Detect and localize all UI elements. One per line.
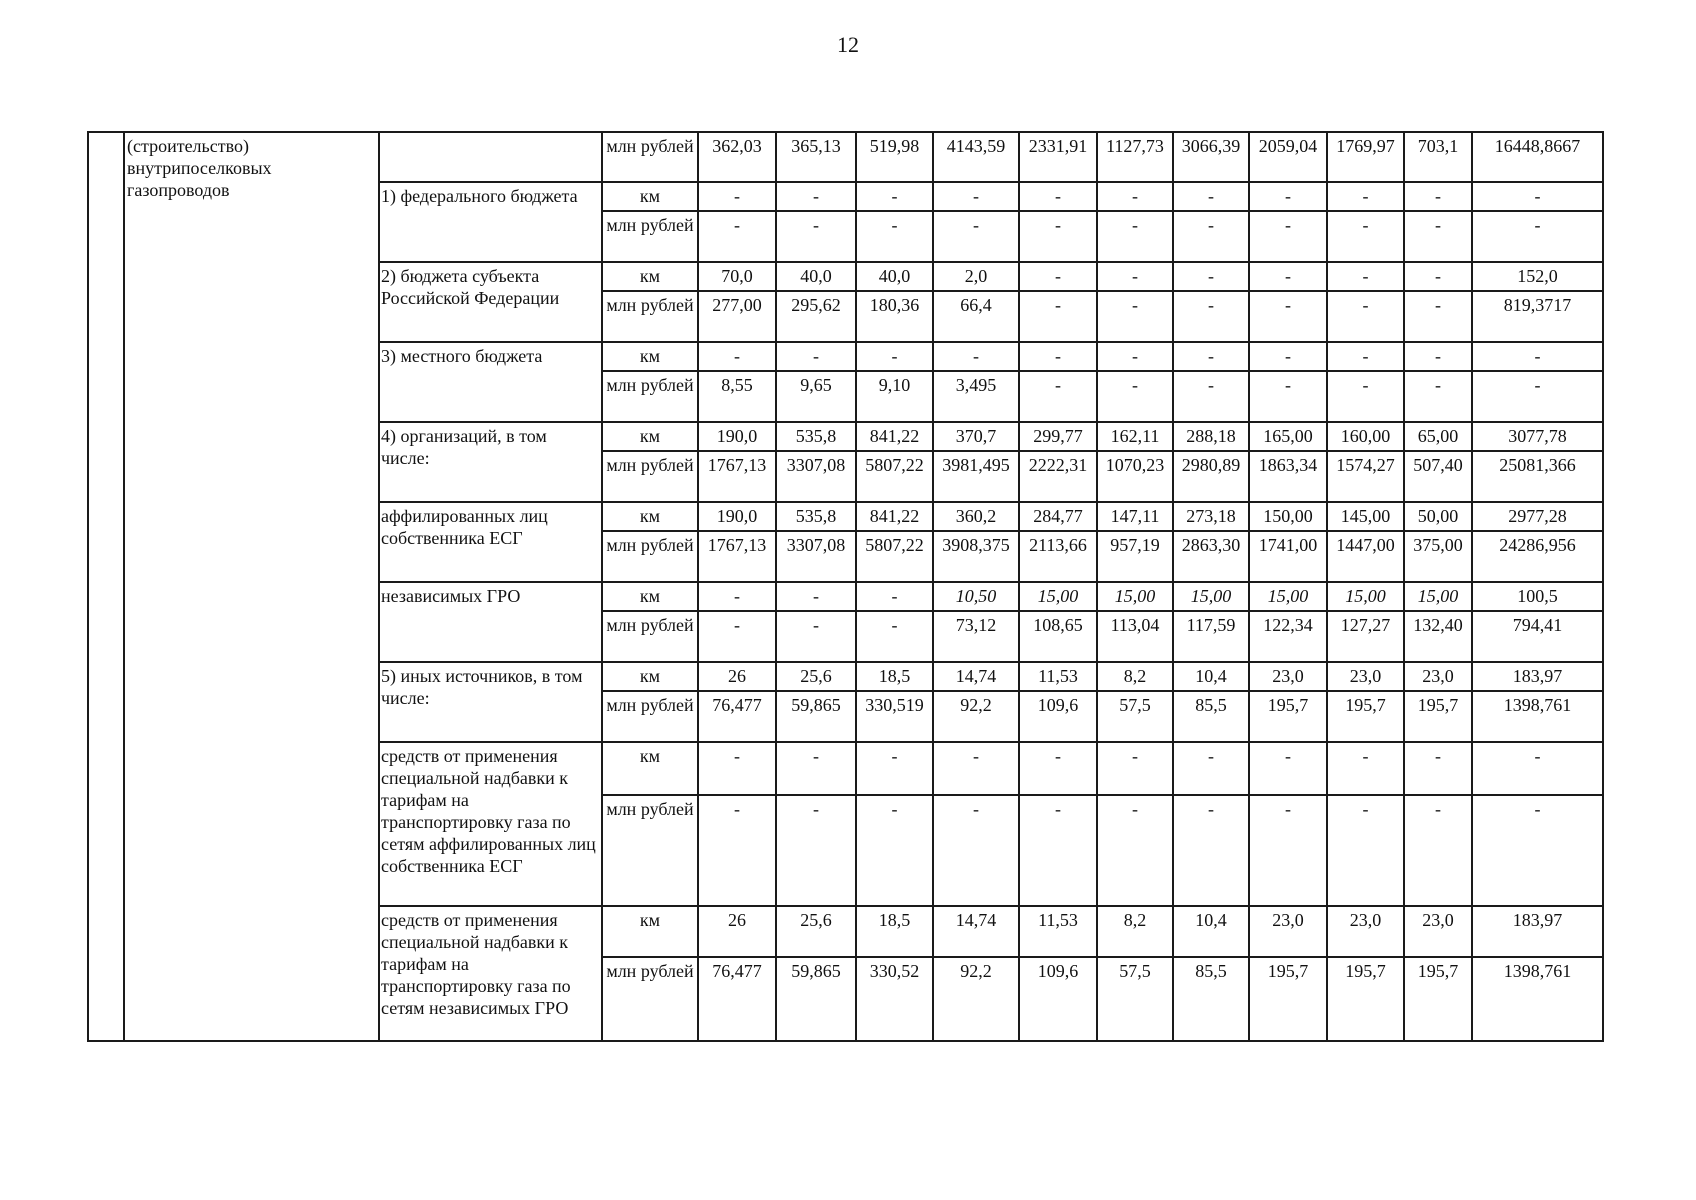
value-cell: 15,00 — [1173, 582, 1249, 611]
value-cell: - — [1019, 371, 1097, 422]
value-cell: - — [1019, 182, 1097, 211]
value-cell: 50,00 — [1404, 502, 1472, 531]
value-cell: 66,4 — [933, 291, 1019, 342]
total-cell: - — [1472, 182, 1603, 211]
value-cell: 73,12 — [933, 611, 1019, 662]
source-cell: 4) организаций, в том числе: — [379, 422, 602, 502]
unit-cell: млн рублей — [602, 957, 698, 1041]
value-cell: 284,77 — [1019, 502, 1097, 531]
value-cell: 65,00 — [1404, 422, 1472, 451]
value-cell: 26 — [698, 906, 776, 957]
value-cell: 127,27 — [1327, 611, 1404, 662]
value-cell: - — [1404, 182, 1472, 211]
value-cell: 2331,91 — [1019, 132, 1097, 182]
value-cell: - — [856, 342, 933, 371]
value-cell: - — [856, 182, 933, 211]
value-cell: - — [1327, 291, 1404, 342]
value-cell: 3066,39 — [1173, 132, 1249, 182]
total-cell: 3077,78 — [1472, 422, 1603, 451]
value-cell: - — [1404, 211, 1472, 262]
value-cell: 23,0 — [1404, 906, 1472, 957]
row-number-cell — [88, 132, 124, 1041]
value-cell: 117,59 — [1173, 611, 1249, 662]
value-cell: - — [856, 582, 933, 611]
value-cell: 23,0 — [1404, 662, 1472, 691]
value-cell: 10,4 — [1173, 662, 1249, 691]
value-cell: 76,477 — [698, 691, 776, 742]
value-cell: 160,00 — [1327, 422, 1404, 451]
value-cell: 5807,22 — [856, 531, 933, 582]
value-cell: 109,6 — [1019, 957, 1097, 1041]
value-cell: - — [856, 742, 933, 795]
value-cell: 9,65 — [776, 371, 856, 422]
value-cell: - — [933, 182, 1019, 211]
value-cell: - — [1404, 291, 1472, 342]
value-cell: 195,7 — [1327, 957, 1404, 1041]
value-cell: 132,40 — [1404, 611, 1472, 662]
total-cell: - — [1472, 342, 1603, 371]
unit-cell: км — [602, 582, 698, 611]
value-cell: - — [776, 182, 856, 211]
value-cell: 40,0 — [776, 262, 856, 291]
value-cell: - — [1019, 211, 1097, 262]
value-cell: - — [1249, 795, 1327, 906]
total-cell: - — [1472, 795, 1603, 906]
source-cell: 2) бюджета субъекта Российской Федерации — [379, 262, 602, 342]
value-cell: - — [856, 211, 933, 262]
value-cell: 1769,97 — [1327, 132, 1404, 182]
total-cell: 2977,28 — [1472, 502, 1603, 531]
value-cell: 23,0 — [1327, 662, 1404, 691]
value-cell: 162,11 — [1097, 422, 1173, 451]
value-cell: 1863,34 — [1249, 451, 1327, 502]
value-cell: 11,53 — [1019, 662, 1097, 691]
value-cell: - — [1327, 342, 1404, 371]
value-cell: - — [1097, 262, 1173, 291]
value-cell: 195,7 — [1249, 957, 1327, 1041]
value-cell: 15,00 — [1249, 582, 1327, 611]
value-cell: 273,18 — [1173, 502, 1249, 531]
value-cell: - — [776, 342, 856, 371]
value-cell: - — [1173, 795, 1249, 906]
value-cell: - — [1404, 262, 1472, 291]
value-cell: 113,04 — [1097, 611, 1173, 662]
unit-cell: млн рублей — [602, 691, 698, 742]
value-cell: 76,477 — [698, 957, 776, 1041]
value-cell: - — [1404, 742, 1472, 795]
value-cell: - — [1404, 371, 1472, 422]
value-cell: 14,74 — [933, 662, 1019, 691]
unit-cell: км — [602, 342, 698, 371]
source-cell: аффилированных лиц собственника ЕСГ — [379, 502, 602, 582]
value-cell: 507,40 — [1404, 451, 1472, 502]
value-cell: 375,00 — [1404, 531, 1472, 582]
value-cell: - — [933, 211, 1019, 262]
unit-cell: млн рублей — [602, 291, 698, 342]
value-cell: 15,00 — [1327, 582, 1404, 611]
value-cell: - — [1173, 371, 1249, 422]
value-cell: 3981,495 — [933, 451, 1019, 502]
value-cell: - — [1097, 291, 1173, 342]
value-cell: - — [1249, 342, 1327, 371]
value-cell: 360,2 — [933, 502, 1019, 531]
value-cell: 535,8 — [776, 422, 856, 451]
unit-cell: млн рублей — [602, 531, 698, 582]
value-cell: 330,52 — [856, 957, 933, 1041]
value-cell: 23,0 — [1249, 906, 1327, 957]
unit-cell: млн рублей — [602, 795, 698, 906]
value-cell: - — [1097, 742, 1173, 795]
value-cell: 370,7 — [933, 422, 1019, 451]
value-cell: 2113,66 — [1019, 531, 1097, 582]
unit-cell: млн рублей — [602, 611, 698, 662]
value-cell: - — [1173, 262, 1249, 291]
value-cell: 40,0 — [856, 262, 933, 291]
value-cell: - — [1173, 211, 1249, 262]
value-cell: - — [1173, 291, 1249, 342]
value-cell: 3307,08 — [776, 451, 856, 502]
value-cell: 2222,31 — [1019, 451, 1097, 502]
value-cell: - — [698, 182, 776, 211]
source-cell: 5) иных источников, в том числе: — [379, 662, 602, 742]
value-cell: 1741,00 — [1249, 531, 1327, 582]
value-cell: 1447,00 — [1327, 531, 1404, 582]
unit-cell: млн рублей — [602, 132, 698, 182]
value-cell: 70,0 — [698, 262, 776, 291]
value-cell: - — [776, 211, 856, 262]
value-cell: - — [856, 795, 933, 906]
total-cell: - — [1472, 211, 1603, 262]
unit-cell: млн рублей — [602, 451, 698, 502]
value-cell: 841,22 — [856, 422, 933, 451]
total-cell: 183,97 — [1472, 662, 1603, 691]
value-cell: 109,6 — [1019, 691, 1097, 742]
value-cell: 57,5 — [1097, 691, 1173, 742]
total-cell: 16448,8667 — [1472, 132, 1603, 182]
source-cell: средств от применения специальной надбавки к тарифам на транспортировку газа по сетям аффилированных лиц собственника ЕСГ — [379, 742, 602, 906]
value-cell: - — [1327, 795, 1404, 906]
unit-cell: км — [602, 502, 698, 531]
value-cell: - — [1249, 742, 1327, 795]
total-cell: 25081,366 — [1472, 451, 1603, 502]
value-cell: 92,2 — [933, 691, 1019, 742]
value-cell: 365,13 — [776, 132, 856, 182]
value-cell: 1767,13 — [698, 531, 776, 582]
value-cell: 15,00 — [1404, 582, 1472, 611]
value-cell: - — [1249, 371, 1327, 422]
value-cell: 150,00 — [1249, 502, 1327, 531]
value-cell: 85,5 — [1173, 957, 1249, 1041]
value-cell: 703,1 — [1404, 132, 1472, 182]
value-cell: - — [1173, 182, 1249, 211]
value-cell: 190,0 — [698, 422, 776, 451]
value-cell: - — [1249, 262, 1327, 291]
value-cell: 195,7 — [1404, 957, 1472, 1041]
unit-cell: млн рублей — [602, 211, 698, 262]
value-cell: 2863,30 — [1173, 531, 1249, 582]
value-cell: 14,74 — [933, 906, 1019, 957]
unit-cell: км — [602, 662, 698, 691]
value-cell: - — [1097, 211, 1173, 262]
value-cell: - — [1249, 211, 1327, 262]
value-cell: 18,5 — [856, 906, 933, 957]
value-cell: 25,6 — [776, 662, 856, 691]
value-cell: 15,00 — [1097, 582, 1173, 611]
value-cell: 5807,22 — [856, 451, 933, 502]
value-cell: - — [776, 582, 856, 611]
value-cell: - — [1249, 291, 1327, 342]
financing-table — [87, 131, 1604, 1042]
value-cell: - — [1327, 182, 1404, 211]
value-cell: 122,34 — [1249, 611, 1327, 662]
total-cell: 1398,761 — [1472, 957, 1603, 1041]
unit-cell: км — [602, 422, 698, 451]
value-cell: 2980,89 — [1173, 451, 1249, 502]
total-cell: 183,97 — [1472, 906, 1603, 957]
value-cell: 841,22 — [856, 502, 933, 531]
value-cell: - — [933, 742, 1019, 795]
value-cell: - — [1173, 742, 1249, 795]
value-cell: 3,495 — [933, 371, 1019, 422]
source-cell: средств от применения специальной надбавки к тарифам на транспортировку газа по сетям независимых ГРО — [379, 906, 602, 1041]
value-cell: - — [856, 611, 933, 662]
value-cell: - — [1173, 342, 1249, 371]
total-cell: - — [1472, 742, 1603, 795]
unit-cell: км — [602, 182, 698, 211]
value-cell: - — [933, 795, 1019, 906]
value-cell: 4143,59 — [933, 132, 1019, 182]
value-cell: - — [776, 611, 856, 662]
value-cell: - — [698, 742, 776, 795]
value-cell: 9,10 — [856, 371, 933, 422]
value-cell: 1070,23 — [1097, 451, 1173, 502]
value-cell: 15,00 — [1019, 582, 1097, 611]
value-cell: - — [1404, 795, 1472, 906]
value-cell: 57,5 — [1097, 957, 1173, 1041]
value-cell: - — [698, 611, 776, 662]
source-cell: независимых ГРО — [379, 582, 602, 662]
value-cell: 1127,73 — [1097, 132, 1173, 182]
value-cell: 108,65 — [1019, 611, 1097, 662]
value-cell: 10,50 — [933, 582, 1019, 611]
value-cell: 8,55 — [698, 371, 776, 422]
value-cell: 190,0 — [698, 502, 776, 531]
value-cell: 2,0 — [933, 262, 1019, 291]
value-cell: - — [1019, 742, 1097, 795]
value-cell: 165,00 — [1249, 422, 1327, 451]
unit-cell: км — [602, 742, 698, 795]
value-cell: 330,519 — [856, 691, 933, 742]
value-cell: - — [1097, 342, 1173, 371]
value-cell: 92,2 — [933, 957, 1019, 1041]
value-cell: 295,62 — [776, 291, 856, 342]
source-cell: 3) местного бюджета — [379, 342, 602, 422]
value-cell: - — [1249, 182, 1327, 211]
value-cell: 362,03 — [698, 132, 776, 182]
total-cell: 794,41 — [1472, 611, 1603, 662]
source-cell: 1) федерального бюджета — [379, 182, 602, 262]
total-cell: - — [1472, 371, 1603, 422]
value-cell: - — [1097, 182, 1173, 211]
value-cell: - — [1327, 371, 1404, 422]
value-cell: 519,98 — [856, 132, 933, 182]
value-cell: - — [698, 211, 776, 262]
value-cell: 195,7 — [1404, 691, 1472, 742]
value-cell: - — [1019, 342, 1097, 371]
value-cell: - — [1019, 262, 1097, 291]
total-cell: 1398,761 — [1472, 691, 1603, 742]
value-cell: - — [1327, 262, 1404, 291]
value-cell: - — [933, 342, 1019, 371]
value-cell: 1574,27 — [1327, 451, 1404, 502]
value-cell: - — [1404, 342, 1472, 371]
value-cell: 147,11 — [1097, 502, 1173, 531]
value-cell: - — [1097, 795, 1173, 906]
value-cell: - — [1097, 371, 1173, 422]
value-cell: 25,6 — [776, 906, 856, 957]
value-cell: 18,5 — [856, 662, 933, 691]
indicator-cell: (строительство) внутрипоселковых газопроводов — [124, 132, 379, 1041]
value-cell: 1767,13 — [698, 451, 776, 502]
total-cell: 819,3717 — [1472, 291, 1603, 342]
value-cell: 23,0 — [1249, 662, 1327, 691]
value-cell: - — [698, 795, 776, 906]
value-cell: 277,00 — [698, 291, 776, 342]
value-cell: - — [1327, 742, 1404, 795]
value-cell: 11,53 — [1019, 906, 1097, 957]
value-cell: 8,2 — [1097, 906, 1173, 957]
value-cell: 3908,375 — [933, 531, 1019, 582]
value-cell: 26 — [698, 662, 776, 691]
value-cell: - — [698, 342, 776, 371]
value-cell: 288,18 — [1173, 422, 1249, 451]
value-cell: - — [698, 582, 776, 611]
value-cell: 180,36 — [856, 291, 933, 342]
value-cell: 145,00 — [1327, 502, 1404, 531]
unit-cell: млн рублей — [602, 371, 698, 422]
value-cell: 8,2 — [1097, 662, 1173, 691]
value-cell: - — [776, 742, 856, 795]
unit-cell: км — [602, 262, 698, 291]
value-cell: 299,77 — [1019, 422, 1097, 451]
page-number: 12 — [837, 32, 859, 57]
total-cell: 152,0 — [1472, 262, 1603, 291]
value-cell: 535,8 — [776, 502, 856, 531]
value-cell: 59,865 — [776, 691, 856, 742]
unit-cell: км — [602, 906, 698, 957]
value-cell: - — [1327, 211, 1404, 262]
value-cell: 2059,04 — [1249, 132, 1327, 182]
value-cell: 23,0 — [1327, 906, 1404, 957]
value-cell: 195,7 — [1327, 691, 1404, 742]
value-cell: 10,4 — [1173, 906, 1249, 957]
value-cell: 195,7 — [1249, 691, 1327, 742]
total-cell: 24286,956 — [1472, 531, 1603, 582]
value-cell: - — [776, 795, 856, 906]
value-cell: - — [1019, 291, 1097, 342]
value-cell: - — [1019, 795, 1097, 906]
value-cell: 3307,08 — [776, 531, 856, 582]
total-cell: 100,5 — [1472, 582, 1603, 611]
value-cell: 85,5 — [1173, 691, 1249, 742]
source-cell — [379, 132, 602, 182]
value-cell: 59,865 — [776, 957, 856, 1041]
value-cell: 957,19 — [1097, 531, 1173, 582]
